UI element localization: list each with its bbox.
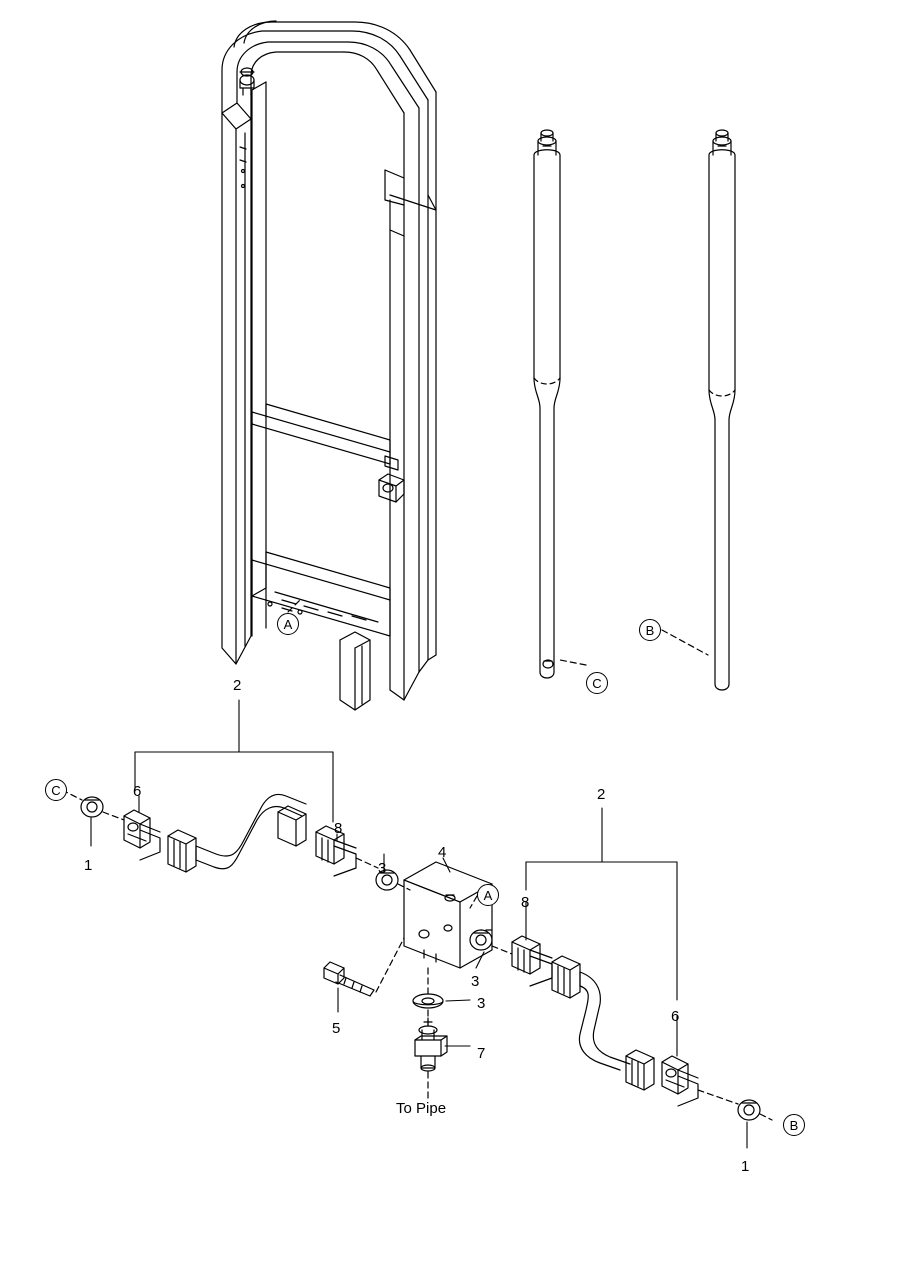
item-number-5: 5 [332, 1020, 341, 1037]
callout-b-upper: B [639, 619, 661, 641]
fitting-item-7 [415, 1018, 447, 1071]
callout-a-upper: A [277, 613, 299, 635]
item-number-3-right: 3 [471, 973, 480, 990]
item-number-6-left: 6 [133, 783, 142, 800]
item-number-2-right: 2 [597, 786, 606, 803]
item-number-8-right: 8 [521, 894, 530, 911]
item-number-7: 7 [477, 1045, 486, 1062]
item-number-2-left: 2 [233, 677, 242, 694]
callout-c-upper: C [586, 672, 608, 694]
item-number-3-center: 3 [477, 995, 486, 1012]
item-number-4: 4 [438, 844, 447, 861]
item-number-1-right: 1 [741, 1158, 750, 1175]
callout-b-lower: B [783, 1114, 805, 1136]
mast-assembly [222, 21, 436, 710]
to-pipe-label: To Pipe [396, 1100, 447, 1117]
lift-cylinders [534, 130, 735, 690]
bolt-item-5 [324, 962, 374, 996]
manifold-block [404, 862, 492, 968]
callout-c-lower: C [45, 779, 67, 801]
item-number-6-right: 6 [671, 1008, 680, 1025]
right-hose-assembly [470, 930, 772, 1120]
item-number-8-left: 8 [334, 820, 343, 837]
leader-lines [91, 700, 747, 1148]
left-hose-assembly [81, 794, 410, 890]
callout-a-lower: A [477, 884, 499, 906]
washer-item-3-center [413, 994, 443, 1008]
item-number-1-left: 1 [84, 857, 93, 874]
item-number-3-left: 3 [378, 860, 387, 877]
